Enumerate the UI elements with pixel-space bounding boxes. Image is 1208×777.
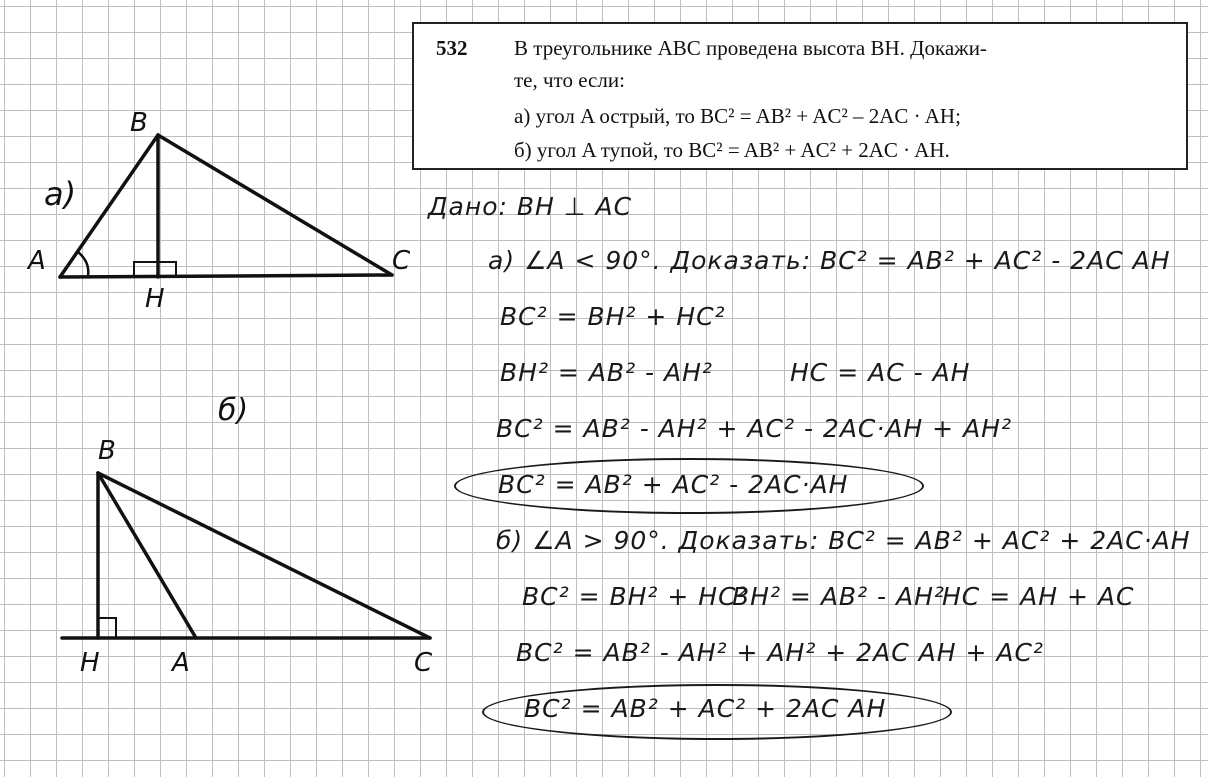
solution-b-step-2: BC² = AB² - AH² + AH² + 2AC AH + AC² <box>516 638 1044 667</box>
triangle-a-side-ac <box>60 275 392 277</box>
solution-b-step-1: BC² = BH² + HC² <box>522 582 748 611</box>
problem-line-4: б) угол A тупой, то BC² = AB² + AC² + 2AC · AH. <box>514 138 950 162</box>
figure-b-label: б) <box>218 393 249 428</box>
solution-a-step-1: BC² = BH² + HC² <box>500 302 726 331</box>
solution-b-condition: б) ∠A > 90°. Доказать: BC² = AB² + AC² + 2AC·AH <box>496 526 1191 555</box>
solution-a-result: BC² = AB² + AC² - 2AC·AH <box>498 470 849 499</box>
solution-a-step-2b: HC = AC - AH <box>790 358 971 387</box>
solution-b-step-1b: BH² = AB² - AH² <box>732 582 945 611</box>
figure-a-label: а) <box>44 175 77 213</box>
figure-b-foot-h: H <box>80 648 100 678</box>
problem-line-2: те, что если: <box>514 68 625 92</box>
figure-a-vertex-b: B <box>130 108 148 138</box>
solution-b-result: BC² = AB² + AC² + 2AC AH <box>524 694 887 723</box>
figure-b-vertex-a: A <box>172 648 190 678</box>
problem-line-1: В треугольнике ABC проведена высота BH. Докажи- <box>514 36 987 60</box>
solution-a-step-3: BC² = AB² - AH² + AC² - 2AC·AH + AH² <box>496 414 1012 443</box>
triangle-a <box>60 135 392 277</box>
solution-b-step-1c: HC = AH + AC <box>942 582 1135 611</box>
figure-a-foot-h: H <box>145 284 165 314</box>
problem-line-3: а) угол A острый, то BC² = AB² + AC² – 2AC · AH; <box>514 104 961 128</box>
solution-a-step-2: BH² = AB² - AH² <box>500 358 713 387</box>
figure-b-vertex-c: C <box>414 648 433 678</box>
solution-a-condition: а) ∠A < 90°. Доказать: BC² = AB² + AC² - 2AC AH <box>488 246 1171 275</box>
triangle-a-side-bc <box>158 135 392 275</box>
problem-number: 532 <box>436 36 468 60</box>
figure-a-vertex-c: C <box>392 246 411 276</box>
figure-a-vertex-a: A <box>28 246 46 276</box>
triangle-b-right-angle-mark <box>98 618 116 638</box>
triangle-a-angle-a-arc <box>78 252 88 276</box>
figure-b-vertex-b: B <box>98 436 116 466</box>
triangle-b <box>62 473 430 638</box>
problem-statement-box <box>412 22 1188 170</box>
solution-given: Дано: BH ⊥ AC <box>428 192 633 221</box>
